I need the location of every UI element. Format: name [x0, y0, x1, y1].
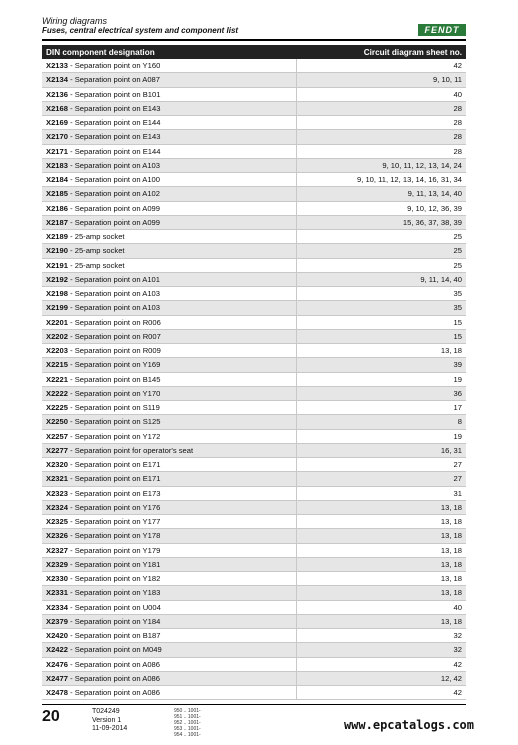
component-description: - Separation point on A102 — [67, 189, 161, 199]
designation-cell — [42, 472, 296, 486]
component-code: X2199 — [46, 303, 68, 313]
sheet-number-cell: 42 — [296, 59, 466, 73]
component-description: - Separation point on A099 — [67, 217, 161, 227]
table-row — [42, 130, 466, 144]
sheet-number-cell: 31 — [296, 486, 466, 500]
component-code: X2190 — [46, 246, 68, 256]
designation-cell — [42, 401, 296, 415]
sheet-number-cell: 15, 36, 37, 38, 39 — [296, 215, 466, 229]
component-code: X2215 — [46, 360, 68, 370]
sheet-number-cell: 15 — [296, 315, 466, 329]
table-row — [42, 472, 466, 486]
designation-cell — [42, 173, 296, 187]
component-description: - Separation point on R006 — [67, 317, 161, 327]
component-description: - Separation point on A087 — [67, 75, 161, 85]
component-code: X2321 — [46, 474, 68, 484]
table-row — [42, 543, 466, 557]
component-description: - Separation point on Y176 — [67, 502, 161, 512]
component-description: - Separation point on S119 — [67, 403, 160, 413]
designation-cell — [42, 543, 296, 557]
table-row — [42, 215, 466, 229]
component-description: - Separation point on A103 — [67, 289, 161, 299]
component-code: X2171 — [46, 146, 68, 156]
website-watermark: www.epcatalogs.com — [343, 718, 474, 732]
sheet-number-cell: 13, 18 — [296, 557, 466, 571]
component-code: X2331 — [46, 588, 68, 598]
designation-cell — [42, 557, 296, 571]
component-code: X2203 — [46, 346, 68, 356]
sheet-number-cell: 17 — [296, 401, 466, 415]
sheet-number-cell: 13, 18 — [296, 572, 466, 586]
model-line: 951 .. 1001- — [174, 714, 201, 720]
component-code: X2422 — [46, 645, 68, 655]
sheet-number-cell: 27 — [296, 472, 466, 486]
component-description: - Separation point on Y184 — [67, 616, 161, 626]
component-description: - Separation point on R007 — [67, 331, 161, 341]
table-row — [42, 600, 466, 614]
component-description: - Separation point on Y172 — [67, 431, 161, 441]
designation-cell — [42, 101, 296, 115]
component-description: - Separation point on Y169 — [67, 360, 161, 370]
column-header-sheet: Circuit diagram sheet no. — [296, 45, 466, 59]
component-description: - Separation point on E144 — [67, 118, 161, 128]
component-code: X2170 — [46, 132, 68, 142]
table-row — [42, 372, 466, 386]
component-description: - Separation point on Y182 — [67, 574, 161, 584]
sheet-number-cell: 28 — [296, 130, 466, 144]
sheet-number-cell: 13, 18 — [296, 614, 466, 628]
designation-cell — [42, 572, 296, 586]
component-code: X2277 — [46, 445, 68, 455]
table-row — [42, 87, 466, 101]
table-row — [42, 358, 466, 372]
designation-cell — [42, 59, 296, 73]
header-title: Wiring diagrams — [42, 16, 107, 26]
designation-cell — [42, 87, 296, 101]
table-row — [42, 173, 466, 187]
table-row — [42, 244, 466, 258]
component-code: X2329 — [46, 559, 68, 569]
component-description: - Separation point on A086 — [67, 659, 161, 669]
table-header-row — [42, 45, 466, 59]
component-code: X2222 — [46, 388, 68, 398]
designation-cell — [42, 344, 296, 358]
sheet-number-cell: 9, 11, 13, 14, 40 — [296, 187, 466, 201]
component-code: X2133 — [46, 61, 68, 71]
model-list — [174, 708, 201, 738]
designation-cell — [42, 529, 296, 543]
component-description: - Separation point on B145 — [67, 374, 161, 384]
component-code: X2169 — [46, 118, 68, 128]
component-description: - Separation point on E143 — [67, 103, 161, 113]
sheet-number-cell: 42 — [296, 657, 466, 671]
component-code: X2476 — [46, 659, 68, 669]
table-row — [42, 315, 466, 329]
table-row — [42, 586, 466, 600]
sheet-number-cell: 19 — [296, 429, 466, 443]
component-description: - Separation point on Y160 — [67, 61, 161, 71]
component-description: - Separation point on E173 — [67, 488, 161, 498]
table-row — [42, 329, 466, 343]
table-row — [42, 272, 466, 286]
component-description: - Separation point on E171 — [67, 460, 161, 470]
footer-rule — [42, 704, 466, 705]
sheet-number-cell: 28 — [296, 116, 466, 130]
page-number: 20 — [42, 708, 60, 725]
sheet-number-cell: 28 — [296, 101, 466, 115]
sheet-number-cell: 35 — [296, 287, 466, 301]
table-row — [42, 686, 466, 700]
doc-version: Version 1 — [92, 716, 122, 724]
designation-cell — [42, 187, 296, 201]
sheet-number-cell: 13, 18 — [296, 500, 466, 514]
table-row — [42, 73, 466, 87]
component-code: X2136 — [46, 89, 68, 99]
component-description: - Separation point on M049 — [67, 645, 162, 655]
component-description: - Separation point on E171 — [67, 474, 161, 484]
designation-cell — [42, 301, 296, 315]
sheet-number-cell: 13, 18 — [296, 529, 466, 543]
sheet-number-cell: 16, 31 — [296, 443, 466, 457]
designation-cell — [42, 358, 296, 372]
component-code: X2320 — [46, 460, 68, 470]
component-code: X2250 — [46, 417, 68, 427]
table-row — [42, 116, 466, 130]
component-description: - Separation point on E144 — [67, 146, 161, 156]
component-description: - Separation point on E143 — [67, 132, 161, 142]
component-description: - Separation point on S125 — [67, 417, 161, 427]
designation-cell — [42, 386, 296, 400]
sheet-number-cell: 40 — [296, 600, 466, 614]
sheet-number-cell: 39 — [296, 358, 466, 372]
designation-cell — [42, 201, 296, 215]
sheet-number-cell: 35 — [296, 301, 466, 315]
sheet-number-cell: 9, 10, 12, 36, 39 — [296, 201, 466, 215]
table-row — [42, 643, 466, 657]
component-description: - Separation point on R009 — [67, 346, 161, 356]
component-description: - Separation point on A103 — [67, 160, 161, 170]
component-code: X2134 — [46, 75, 68, 85]
designation-cell — [42, 643, 296, 657]
component-code: X2189 — [46, 232, 68, 242]
component-description: - Separation point on B187 — [67, 631, 161, 641]
designation-cell — [42, 614, 296, 628]
table-row — [42, 529, 466, 543]
component-description: - Separation point on Y177 — [67, 517, 161, 527]
component-description: - Separation point on Y181 — [67, 559, 161, 569]
component-code: X2221 — [46, 374, 68, 384]
component-description: - Separation point on A103 — [67, 303, 161, 313]
component-code: X2191 — [46, 260, 68, 270]
component-code: X2202 — [46, 331, 68, 341]
table-row — [42, 201, 466, 215]
table-row — [42, 515, 466, 529]
component-code: X2326 — [46, 531, 68, 541]
table-row — [42, 614, 466, 628]
component-code: X2323 — [46, 488, 68, 498]
sheet-number-cell: 13, 18 — [296, 515, 466, 529]
component-code: X2379 — [46, 616, 68, 626]
component-description: - Separation point on Y179 — [67, 545, 161, 555]
table-row — [42, 230, 466, 244]
sheet-number-cell: 40 — [296, 87, 466, 101]
sheet-number-cell: 12, 42 — [296, 671, 466, 685]
table-row — [42, 671, 466, 685]
table-row — [42, 401, 466, 415]
table-row — [42, 657, 466, 671]
sheet-number-cell: 13, 18 — [296, 344, 466, 358]
column-header-designation: DIN component designation — [42, 45, 296, 59]
sheet-number-cell: 25 — [296, 244, 466, 258]
table-row — [42, 144, 466, 158]
table-row — [42, 429, 466, 443]
designation-cell — [42, 116, 296, 130]
table-row — [42, 187, 466, 201]
table-row — [42, 101, 466, 115]
sheet-number-cell: 25 — [296, 230, 466, 244]
component-description: - Separation point on A086 — [67, 688, 161, 698]
designation-cell — [42, 657, 296, 671]
sheet-number-cell: 15 — [296, 329, 466, 343]
document-info — [92, 708, 127, 734]
designation-cell — [42, 230, 296, 244]
designation-cell — [42, 158, 296, 172]
sheet-number-cell: 13, 18 — [296, 586, 466, 600]
model-line: 954 .. 1001- — [174, 732, 201, 738]
table-row — [42, 386, 466, 400]
component-description: - Separation point on B101 — [67, 89, 161, 99]
designation-cell — [42, 586, 296, 600]
designation-cell — [42, 372, 296, 386]
table-row — [42, 458, 466, 472]
table-row — [42, 557, 466, 571]
component-description: - 25-amp socket — [67, 246, 125, 256]
designation-cell — [42, 686, 296, 700]
component-code: X2186 — [46, 203, 68, 213]
component-code: X2185 — [46, 189, 68, 199]
sheet-number-cell: 9, 10, 11 — [296, 73, 466, 87]
component-code: X2325 — [46, 517, 68, 527]
designation-cell — [42, 272, 296, 286]
doc-number: T024249 — [92, 708, 120, 715]
model-line: 950 .. 1001- — [174, 708, 201, 714]
designation-cell — [42, 329, 296, 343]
page-header — [42, 16, 466, 36]
component-code: X2334 — [46, 602, 68, 612]
table-row — [42, 500, 466, 514]
component-description: - Separation point on A100 — [67, 175, 161, 185]
table-row — [42, 443, 466, 457]
designation-cell — [42, 486, 296, 500]
component-description: - Separation point on Y178 — [67, 531, 161, 541]
designation-cell — [42, 429, 296, 443]
component-code: X2201 — [46, 317, 68, 327]
sheet-number-cell: 27 — [296, 458, 466, 472]
component-description: - Separation point on A101 — [67, 274, 161, 284]
model-line: 953 .. 1001- — [174, 726, 201, 732]
table-row — [42, 486, 466, 500]
table-row — [42, 572, 466, 586]
designation-cell — [42, 515, 296, 529]
sheet-number-cell: 9, 10, 11, 12, 13, 14, 16, 31, 34 — [296, 173, 466, 187]
table-row — [42, 344, 466, 358]
component-code: X2168 — [46, 103, 68, 113]
table-row — [42, 158, 466, 172]
component-table — [42, 45, 466, 700]
designation-cell — [42, 315, 296, 329]
page-footer — [42, 706, 474, 742]
component-code: X2225 — [46, 403, 68, 413]
component-code: X2327 — [46, 545, 68, 555]
component-description: - Separation point on A099 — [67, 203, 161, 213]
component-description: - Separation point on A086 — [67, 673, 161, 683]
component-code: X2187 — [46, 217, 68, 227]
component-description: - Separation point on Y170 — [67, 388, 161, 398]
model-line: 952 .. 1001- — [174, 720, 201, 726]
component-code: X2183 — [46, 160, 68, 170]
table-row — [42, 301, 466, 315]
component-description: - 25-amp socket — [67, 260, 125, 270]
designation-cell — [42, 130, 296, 144]
designation-cell — [42, 73, 296, 87]
component-description: - 25-amp socket — [67, 232, 125, 242]
designation-cell — [42, 215, 296, 229]
component-code: X2330 — [46, 574, 68, 584]
component-description: - Separation point on Y183 — [67, 588, 161, 598]
designation-cell — [42, 500, 296, 514]
sheet-number-cell: 28 — [296, 144, 466, 158]
designation-cell — [42, 144, 296, 158]
sheet-number-cell: 8 — [296, 415, 466, 429]
fendt-logo: FENDT — [418, 24, 466, 36]
sheet-number-cell: 36 — [296, 386, 466, 400]
component-code: X2192 — [46, 274, 68, 284]
designation-cell — [42, 443, 296, 457]
component-code: X2198 — [46, 289, 68, 299]
component-code: X2420 — [46, 631, 68, 641]
component-code: X2478 — [46, 688, 68, 698]
component-description: - Separation point for operator's seat — [67, 445, 194, 455]
table-row — [42, 629, 466, 643]
table-row — [42, 415, 466, 429]
designation-cell — [42, 600, 296, 614]
component-code: X2184 — [46, 175, 68, 185]
header-rule — [42, 39, 466, 41]
designation-cell — [42, 258, 296, 272]
sheet-number-cell: 32 — [296, 629, 466, 643]
component-code: X2257 — [46, 431, 68, 441]
table-row — [42, 258, 466, 272]
component-code: X2324 — [46, 502, 68, 512]
table-row — [42, 59, 466, 73]
sheet-number-cell: 32 — [296, 643, 466, 657]
component-code: X2477 — [46, 673, 68, 683]
sheet-number-cell: 9, 10, 11, 12, 13, 14, 24 — [296, 158, 466, 172]
sheet-number-cell: 13, 18 — [296, 543, 466, 557]
component-description: - Separation point on U004 — [67, 602, 161, 612]
sheet-number-cell: 19 — [296, 372, 466, 386]
header-subtitle: Fuses, central electrical system and component list — [42, 26, 239, 35]
designation-cell — [42, 244, 296, 258]
designation-cell — [42, 671, 296, 685]
table-row — [42, 287, 466, 301]
designation-cell — [42, 415, 296, 429]
sheet-number-cell: 9, 11, 14, 40 — [296, 272, 466, 286]
designation-cell — [42, 629, 296, 643]
designation-cell — [42, 458, 296, 472]
sheet-number-cell: 25 — [296, 258, 466, 272]
doc-date: 11-09-2014 — [92, 725, 128, 732]
sheet-number-cell: 42 — [296, 686, 466, 700]
designation-cell — [42, 287, 296, 301]
